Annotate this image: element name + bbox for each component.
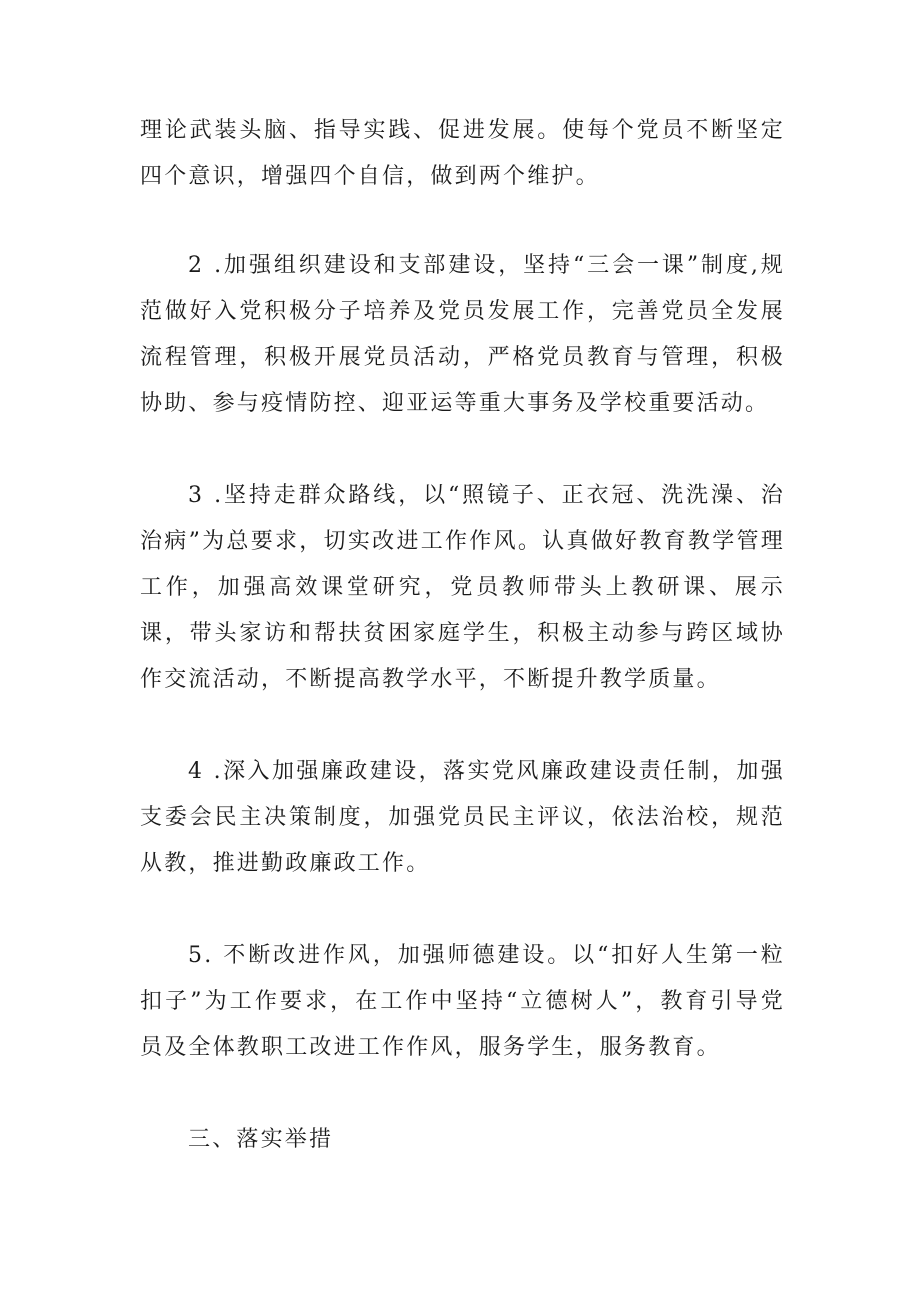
paragraph-item-2: 2 .加强组织建设和支部建设，坚持“三会一课”制度,规范做好入党积极分子培养及党员发展工作，完善党员全发展流程管理，积极开展党员活动，严格党员教育与管理，积极协助、参与疫情防控、迎亚运等重大事务及学校重要活动。 <box>140 253 785 416</box>
paragraph-item-4: 4 .深入加强廉政建设，落实党风廉政建设责任制，加强支委会民主决策制度，加强党员民主评议，依法治校，规范从教，推进勤政廉政工作。 <box>140 759 785 876</box>
section-heading: 三、落实举措 <box>188 1127 334 1152</box>
paragraph-item-3: 3 .坚持走群众路线，以“照镜子、正衣冠、洗洗澡、治治病”为总要求，切实改进工作作风。认真做好教育教学管理工作，加强高效课堂研究，党员教师带头上教研课、展示课，带头家访和帮扶贫困家庭学生，积极主动参与跨区域协作交流活动，不断提高教学水平，不断提升教学质量。 <box>140 483 785 692</box>
paragraph-item-5: 5. 不断改进作风，加强师德建设。以“扣好人生第一粒扣子”为工作要求，在工作中坚持“立德树人”，教育引导党员及全体教职工改进工作作风，服务学生，服务教育。 <box>140 943 785 1060</box>
paragraph-continuation: 理论武装头脑、指导实践、促进发展。使每个党员不断坚定四个意识，增强四个自信，做到两个维护。 <box>140 118 785 189</box>
